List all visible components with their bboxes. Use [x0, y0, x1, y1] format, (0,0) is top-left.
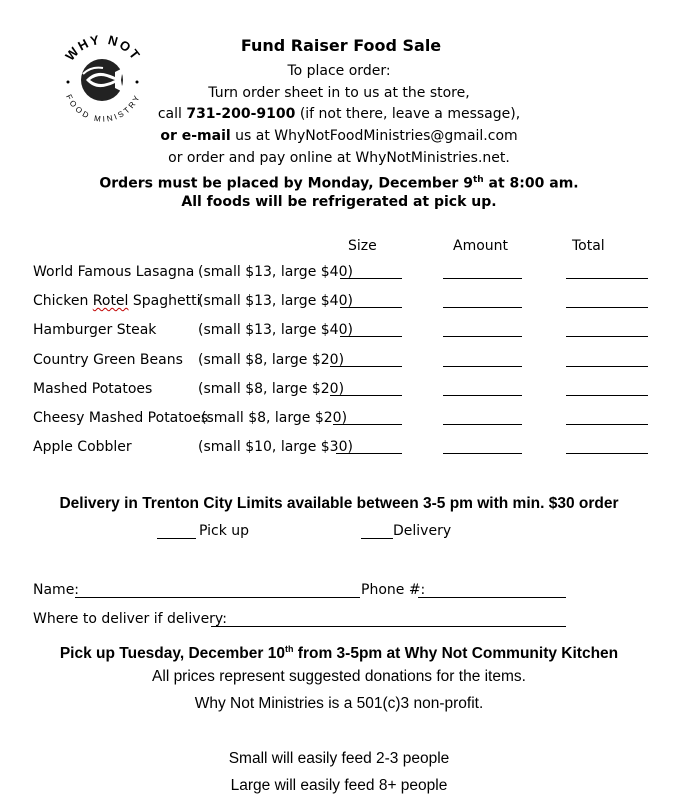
item-name: Apple Cobbler	[33, 439, 132, 455]
email-bold: or e-mail	[160, 128, 231, 144]
pickup-pre: Pick up Tuesday, December 10	[59, 645, 285, 663]
small-size-note: Small will easily feed 2-3 people	[228, 750, 450, 767]
amount-line[interactable]	[443, 424, 522, 425]
pickup-choice-line[interactable]	[157, 538, 196, 539]
size-line[interactable]	[330, 395, 402, 396]
prices-note: All prices represent suggested donations for the items.	[152, 668, 526, 685]
item-name: Mashed Potatoes	[33, 381, 153, 397]
total-line[interactable]	[566, 366, 648, 367]
total-line[interactable]	[566, 307, 648, 308]
order-deadline	[0, 171, 678, 193]
name-label: Name:	[33, 582, 80, 598]
item-price: (small $8, large $20)	[201, 410, 348, 426]
item-name: Chicken Rotel Spaghetti	[33, 293, 201, 309]
item-name: Hamburger Steak	[33, 322, 157, 338]
page-title: Fund Raiser Food Sale	[240, 36, 442, 55]
item-price: (small $8, large $20)	[198, 381, 345, 397]
phone-input-line[interactable]	[418, 597, 566, 598]
order-instructions-email	[0, 127, 678, 145]
total-line[interactable]	[566, 453, 648, 454]
item-name: Cheesy Mashed Potatoes	[33, 410, 209, 426]
order-instructions-online: or order and pay online at WhyNotMinistries.net.	[168, 150, 510, 166]
call-suffix: (if not there, leave a message),	[295, 106, 521, 122]
name-input-line[interactable]	[75, 597, 360, 598]
deadline-sup: th	[472, 175, 484, 185]
logo-text-top: WHY NOT	[62, 31, 144, 64]
size-line[interactable]	[330, 366, 402, 367]
pickup-date	[0, 639, 678, 664]
refrigeration-note: All foods will be refrigerated at pick up.	[181, 194, 497, 210]
total-line[interactable]	[566, 278, 648, 279]
order-instructions-store: Turn order sheet in to us at the store,	[208, 85, 470, 101]
order-instructions-call	[0, 105, 678, 123]
delivery-label: Delivery	[393, 523, 452, 539]
delivery-headline: Delivery in Trenton City Limits available between 3-5 pm with min. $30 order	[59, 495, 619, 512]
phone-number: 731-200-9100	[186, 106, 296, 122]
phone-label: Phone #:	[361, 582, 426, 598]
pickup-sup: th	[284, 644, 294, 654]
call-prefix: call	[157, 106, 187, 122]
amount-line[interactable]	[443, 336, 522, 337]
item-price: (small $8, large $20)	[198, 352, 345, 368]
item-name: Country Green Beans	[33, 352, 183, 368]
amount-line[interactable]	[443, 453, 522, 454]
size-line[interactable]	[333, 424, 402, 425]
size-line[interactable]	[340, 336, 402, 337]
pickup-label: Pick up	[199, 523, 250, 539]
nonprofit-note: Why Not Ministries is a 501(c)3 non-profit.	[194, 695, 484, 712]
size-line[interactable]	[340, 307, 402, 308]
pickup-post: from 3-5pm at Why Not Community Kitchen	[293, 645, 619, 663]
amount-line[interactable]	[443, 395, 522, 396]
deadline-post: at 8:00 am.	[483, 175, 579, 192]
amount-line[interactable]	[443, 278, 522, 279]
amount-line[interactable]	[443, 307, 522, 308]
total-line[interactable]	[566, 395, 648, 396]
total-line[interactable]	[566, 336, 648, 337]
delivery-choice-line[interactable]	[361, 538, 393, 539]
item-price: (small $13, large $40)	[198, 322, 353, 338]
item-price: (small $13, large $40)	[198, 293, 353, 309]
item-price: (small $10, large $30)	[198, 439, 353, 455]
large-size-note: Large will easily feed 8+ people	[230, 777, 448, 794]
deadline-pre: Orders must be placed by Monday, December 9	[99, 175, 473, 192]
order-instructions-heading: To place order:	[287, 63, 391, 79]
item-name: World Famous Lasagna	[33, 264, 195, 280]
email-address: us at WhyNotFoodMinistries@gmail.com	[230, 128, 518, 144]
column-total: Total	[572, 238, 605, 254]
size-line[interactable]	[336, 453, 402, 454]
column-size: Size	[348, 238, 377, 254]
total-line[interactable]	[566, 424, 648, 425]
logo-text-bottom: FOOD MINISTRY	[64, 93, 142, 124]
amount-line[interactable]	[443, 366, 522, 367]
delivery-address-line[interactable]	[211, 626, 566, 627]
size-line[interactable]	[340, 278, 402, 279]
column-amount: Amount	[453, 238, 509, 254]
item-price: (small $13, large $40)	[198, 264, 353, 280]
delivery-address-label: Where to deliver if delivery:	[33, 611, 227, 627]
